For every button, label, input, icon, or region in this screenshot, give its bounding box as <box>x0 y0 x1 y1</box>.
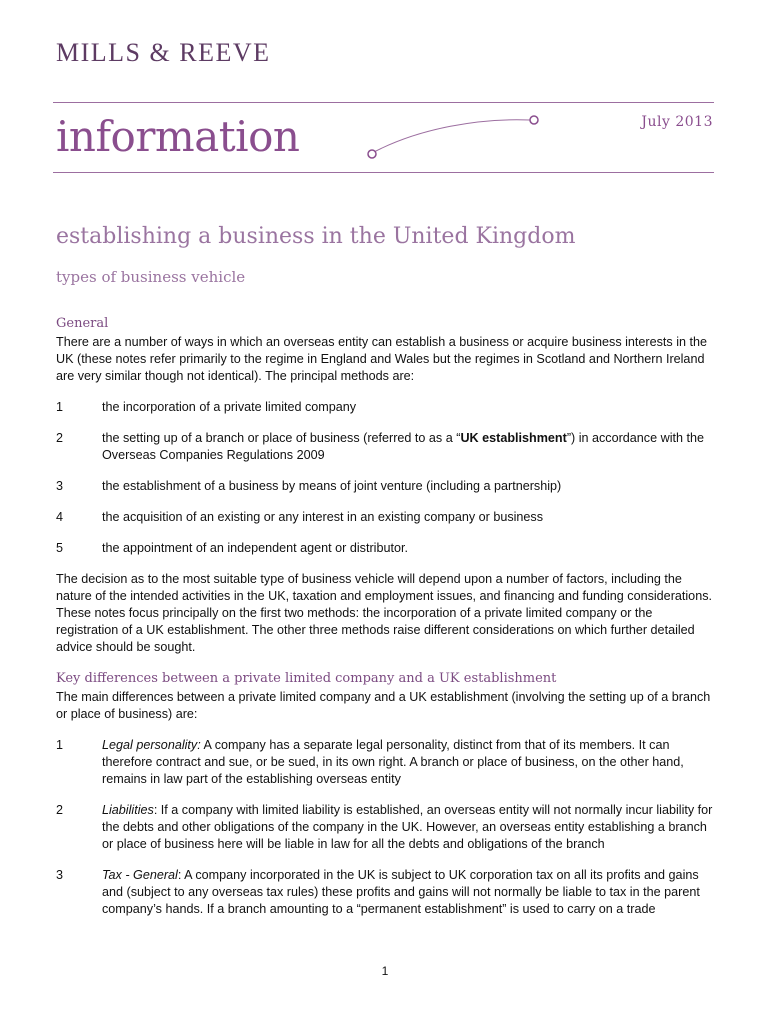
list-item: 1 the incorporation of a private limited company <box>56 400 357 414</box>
uk-establishment-term: UK establishment <box>460 431 567 445</box>
section-word: information <box>56 112 300 161</box>
page-number: 1 <box>381 964 389 978</box>
header-rule-top <box>53 102 714 103</box>
list-item: 1 Legal personality: A company has a separate legal personality, distinct from that of its members. It can therefore contract and sue, or be sued, in its own right. A branch or place of business, on the other hand, remains in law part of the establishing overseas entity <box>56 738 684 786</box>
general-heading: General <box>56 316 109 331</box>
list-item: 5 the appointment of an independent agent or distributor. <box>56 541 408 555</box>
differences-heading: Key differences between a private limited company and a UK establishment <box>56 671 557 686</box>
list-item: 3 the establishment of a business by means of joint venture (including a partnership) <box>56 479 562 493</box>
body-content <box>56 315 718 932</box>
issue-date: July 2013 <box>641 114 713 130</box>
list-item: 2 Liabilities: If a company with limited liability is established, an overseas entity will not normally incur liability for the debts and other obligations of the company in the UK. However, an overseas entity establishing a branch or place of business here will be liable in law for all the debts and obligations of the branch <box>56 803 713 851</box>
decorative-line-icon <box>360 108 550 168</box>
document-title: establishing a business in the United Kingdom <box>56 224 576 249</box>
list-item: 3 Tax - General: A company incorporated in the UK is subject to UK corporation tax on all its profits and gains and (subject to any overseas tax rules) these profits and gains will not normally be liable to tax in the parent company’s hands. If a branch amounting to a “permanent establishment” is used to carry on a trade <box>56 868 700 916</box>
differences-intro: The main differences between a private limited company and a UK establishment (involving the setting up of a branch or place of business) are: <box>56 690 711 721</box>
decision-paragraph: The decision as to the most suitable type of business vehicle will depend upon a number of factors, including the nature of the intended activities in the UK, taxation and employment issues, and financing and funding considerations. <box>56 572 712 603</box>
methods-list <box>56 399 718 557</box>
header-rule-bottom <box>53 172 714 173</box>
list-item: 4 the acquisition of an existing or any interest in an existing company or business <box>56 510 544 524</box>
company-logo: MILLS & REEVE <box>56 38 271 67</box>
differences-list <box>56 737 718 918</box>
document-subtitle: types of business vehicle <box>56 268 246 286</box>
focus-paragraph: These notes focus principally on the first two methods: the incorporation of a private limited company or the registration of a UK establishment. The other three methods raise different considerations on which further detailed advice should be sought. <box>56 606 695 654</box>
general-intro: There are a number of ways in which an overseas entity can establish a business or acquire business interests in the UK (these notes refer primarily to the regime in England and Wales but the regimes in Scotland and Northern Ireland are very similar though not identical). The principal methods are: <box>56 335 708 383</box>
list-item: 2 the setting up of a branch or place of business (referred to as a “UK establishment”) in accordance with the Overseas Companies Regulations 2009 <box>56 431 705 462</box>
